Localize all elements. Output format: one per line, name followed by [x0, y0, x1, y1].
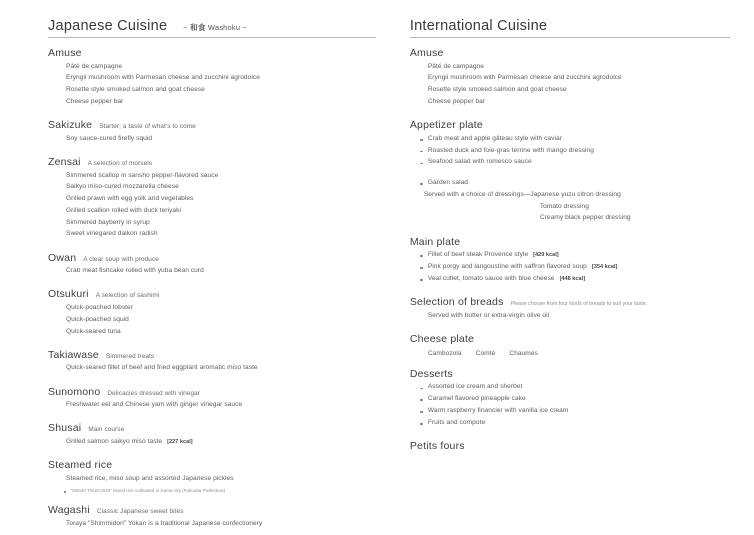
menu-item: Cheese pepper bar — [427, 97, 486, 105]
course-heading — [410, 440, 730, 452]
course-name: Takiawase — [48, 348, 99, 361]
menu-item: Pâté de campagne — [66, 62, 123, 70]
menu-item: Roasted duck and foie-gras terrine with mango dressing — [410, 145, 730, 157]
course-name: Selection of breads — [409, 295, 504, 308]
menu-course — [48, 252, 376, 278]
course-heading — [48, 422, 376, 434]
menu-item: Eryngii mushroom with Parmesan cheese and zucchini agrodolce — [66, 74, 260, 82]
menu-course — [48, 288, 376, 337]
course-heading — [410, 119, 730, 131]
menu-item: Saikyo miso-cured mozzarella cheese — [66, 183, 179, 191]
menu-column-japanese — [14, 18, 400, 535]
column-subtitle: ~ 和食 Washoku ~ — [183, 23, 248, 32]
course-item-list — [410, 382, 730, 429]
course-heading — [48, 119, 376, 131]
course-item-list — [48, 473, 376, 485]
menu-item: Freshwater eel and Chinese yam with ginger vinegar sauce — [66, 401, 243, 409]
menu-item: Quick-seared tuna — [66, 327, 121, 335]
menu-item: Quick-poached squid — [66, 315, 129, 323]
menu-item: Assorted ice cream and sherbet — [410, 382, 730, 394]
course-item-list — [410, 250, 730, 285]
menu-item: Rosette style smoked salmon and goat cheese — [427, 86, 567, 94]
course-name: Appetizer plate — [409, 119, 483, 132]
course-name: Desserts — [409, 367, 453, 380]
menu-item: Simmered scallop in sansho pepper-flavored sauce — [66, 171, 219, 179]
course-footnote: "GENKI TSUKUSHI" brand rice cultivated in Kama-city (Fukuoka Prefecture) — [48, 485, 376, 493]
menu-column-international — [400, 18, 740, 535]
cheese-name: Comté — [475, 349, 496, 357]
course-note: Starter; a taste of what's to come — [99, 123, 196, 131]
menu-item: Grilled salmon saikyo miso taste [227 kcal] — [66, 437, 193, 445]
menu-item: Served with butter or extra-virgin olive oil — [427, 311, 550, 319]
cheese-list — [410, 347, 730, 357]
course-name: Petits fours — [409, 439, 465, 452]
menu-item: Sweet vinegared daikon radish — [66, 230, 158, 238]
course-item-list — [48, 518, 376, 530]
calorie-badge: [448 kcal] — [559, 275, 586, 282]
menu-course — [48, 47, 376, 108]
course-heading — [48, 386, 376, 398]
course-name: Zensai — [48, 155, 81, 168]
course-item-list — [48, 133, 376, 145]
menu-course — [48, 422, 376, 448]
menu-item: Veal cutlet, tomato sauce with blue cheese [448 kcal] — [410, 273, 730, 285]
cheese-name: Cambozola — [427, 349, 462, 357]
course-heading — [410, 333, 730, 345]
menu-item: Fillet of beef steak Provence style [429 kcal] — [410, 250, 730, 262]
menu-item: Served with a choice of dressings—Japanese yuzu citron dressing — [423, 190, 621, 198]
course-item-list — [48, 363, 376, 375]
menu-item: Crab meat fishcake rolled with yuba bean curd — [66, 267, 204, 275]
menu-course — [410, 119, 730, 224]
course-heading — [48, 459, 376, 471]
column-title-block — [410, 18, 730, 38]
course-note: A selection of morsels — [87, 159, 153, 167]
menu-item: Soy sauce-cured firefly squid — [66, 134, 153, 142]
course-heading — [410, 47, 730, 59]
calorie-badge: [354 kcal] — [591, 263, 618, 270]
menu-course — [410, 333, 730, 357]
menu-course — [410, 47, 730, 108]
course-name: Wagashi — [48, 504, 90, 517]
course-name: Shusai — [48, 422, 82, 435]
menu-item: Simmered bayberry in syrup — [66, 218, 150, 226]
menu-course — [410, 440, 730, 452]
item-spacer — [410, 168, 730, 177]
course-item-list — [410, 61, 730, 108]
course-note: A clear soup with produce — [83, 255, 159, 263]
menu-item: Crab meat and apple gâteau style with caviar — [410, 133, 730, 145]
course-name: Sunomono — [48, 385, 101, 398]
menu-course — [48, 119, 376, 145]
menu-item: Rosette style smoked salmon and goat cheese — [66, 86, 205, 94]
menu-item: Toraya "Shimmidori" Yokan is a traditional Japanese confectionery — [66, 519, 263, 527]
course-item-list — [48, 400, 376, 412]
course-item-list — [48, 266, 376, 278]
course-item-list — [48, 302, 376, 337]
menu-item: Pâté de campagne — [427, 62, 484, 70]
menu-course — [48, 459, 376, 493]
menu-course — [48, 156, 376, 241]
menu-item: Fruits and compote — [410, 417, 730, 429]
menu-course — [48, 504, 376, 530]
menu-item: Grilled scallion rolled with duck teriyaki — [66, 206, 181, 214]
course-note: Main course — [88, 426, 125, 434]
course-item-list — [48, 436, 376, 448]
course-heading — [410, 368, 730, 380]
course-note: Please choose from four kinds of breads to suit your taste. — [510, 300, 648, 307]
course-name: Steamed rice — [48, 459, 113, 472]
calorie-badge: [227 kcal] — [167, 438, 193, 445]
menu-item: Tomato dressing — [539, 202, 589, 210]
course-item-list — [48, 61, 376, 108]
course-name: Amuse — [48, 47, 82, 59]
course-note: Classic Japanese sweet bites — [96, 508, 184, 516]
menu-course — [410, 296, 730, 322]
cheese-name: Chaumes — [509, 349, 538, 357]
course-heading — [48, 156, 376, 168]
menu-item: Warm raspberry financier with vanilla ice cream — [410, 405, 730, 417]
course-heading — [48, 349, 376, 361]
menu-course — [410, 236, 730, 285]
course-name: Owan — [48, 251, 77, 264]
menu-course — [410, 368, 730, 429]
course-heading — [410, 296, 730, 308]
menu-item: Quick-seared fillet of beef and fried eggplant aromatic miso taste — [66, 364, 258, 372]
menu-item: Cheese pepper bar — [66, 97, 124, 105]
column-subtitle-japanese: 和食 — [190, 23, 206, 32]
course-heading — [410, 236, 730, 248]
course-name: Otsukuri — [48, 288, 89, 301]
course-name: Amuse — [409, 47, 444, 59]
menu-course — [48, 386, 376, 412]
course-note: A selection of sashimi — [95, 292, 160, 300]
course-heading — [48, 504, 376, 516]
column-title: International Cuisine — [409, 18, 548, 34]
course-note: Delicacies dressed with vinegar — [107, 389, 200, 397]
course-item-list — [410, 310, 730, 322]
course-name: Cheese plate — [409, 332, 475, 345]
menu-item: Garden salad — [410, 177, 730, 189]
course-note: Simmered treats — [105, 352, 155, 360]
menu-course — [48, 349, 376, 375]
course-heading — [48, 252, 376, 264]
menu-item: Caramel flavored pineapple cake — [410, 394, 730, 406]
menu-item: Creamy black pepper dressing — [539, 214, 631, 222]
column-title: Japanese Cuisine — [48, 18, 168, 34]
menu-item: Seafood salad with romesco sauce — [410, 157, 730, 169]
menu-item: Grilled prawn with egg yolk and vegetables — [66, 195, 194, 203]
course-name: Sakizuke — [48, 119, 93, 132]
menu-item: Eryngii mushroom with Parmesan cheese and zucchini agrodolce — [427, 74, 622, 82]
course-name: Main plate — [409, 235, 461, 248]
course-item-list — [48, 170, 376, 241]
course-heading — [48, 288, 376, 300]
course-heading — [48, 47, 376, 59]
menu-item: Quick-poached lobster — [66, 303, 134, 311]
menu-item: Pink porgy and langoustine with saffron flavored soup [354 kcal] — [410, 261, 730, 273]
calorie-badge: [429 kcal] — [533, 252, 559, 259]
column-title-block — [48, 18, 376, 38]
menu-item: Steamed rice, miso soup and assorted Japanese pickles — [66, 474, 234, 482]
course-item-list — [410, 133, 730, 224]
